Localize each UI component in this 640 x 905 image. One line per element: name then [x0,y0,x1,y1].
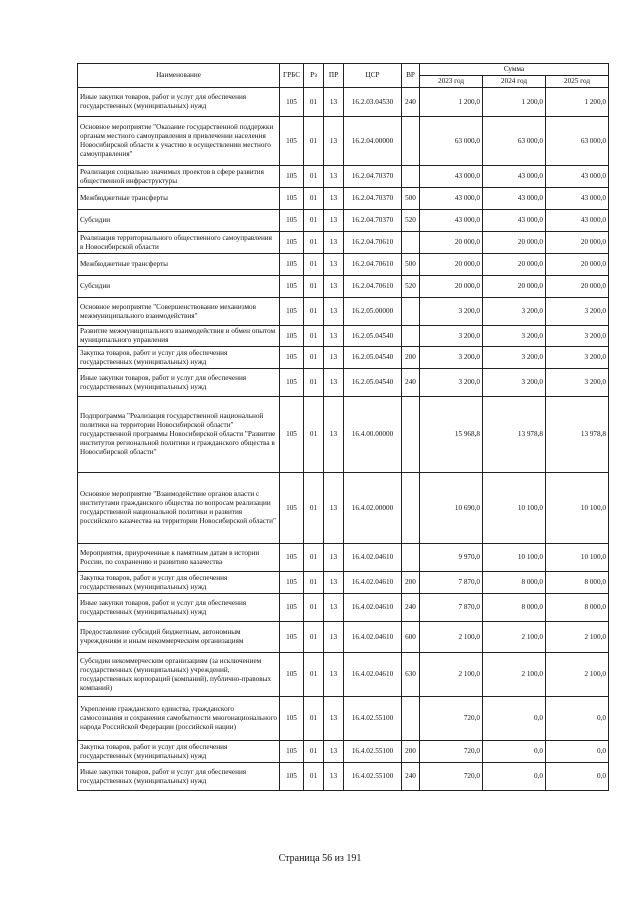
table-cell-grbs: 105 [280,188,304,210]
table-cell-2025: 10 100,0 [546,544,609,572]
table-cell-2023: 2 100,0 [420,622,483,653]
table-cell-2025: 20 000,0 [546,254,609,276]
table-cell-2023: 720,0 [420,697,483,741]
table-row [78,369,609,397]
table-cell-name: Субсидии [78,210,280,232]
table-row [78,232,609,254]
table-cell-pr: 13 [324,117,344,166]
table-cell-vr: 600 [402,622,420,653]
table-cell-2025: 20 000,0 [546,232,609,254]
table-cell-rz: 01 [304,254,324,276]
table-cell-name: Субсидии [78,276,280,298]
header-grbs: ГРБС [280,64,304,88]
table-cell-grbs: 105 [280,347,304,369]
table-cell-pr: 13 [324,188,344,210]
table-cell-grbs: 105 [280,298,304,326]
table-cell-2025: 10 100,0 [546,473,609,544]
table-row [78,254,609,276]
table-cell-2024: 2 100,0 [483,622,546,653]
table-cell-rz: 01 [304,397,324,473]
table-cell-2024: 20 000,0 [483,276,546,298]
table-cell-name: Иные закупки товаров, работ и услуг для обеспечения государственных (муниципальных) нужд [78,763,280,791]
table-cell-2023: 20 000,0 [420,276,483,298]
table-cell-csr: 16.2.03.04530 [344,88,402,117]
table-cell-2025: 2 100,0 [546,653,609,697]
table-cell-rz: 01 [304,232,324,254]
table-cell-2023: 3 200,0 [420,369,483,397]
table-cell-pr: 13 [324,473,344,544]
table-cell-vr [402,697,420,741]
table-cell-name: Иные закупки товаров, работ и услуг для обеспечения государственных (муниципальных) нужд [78,369,280,397]
table-cell-vr: 630 [402,653,420,697]
table-cell-name: Реализация территориального общественного самоуправления в Новосибирской области [78,232,280,254]
table-cell-2023: 3 200,0 [420,347,483,369]
table-cell-vr: 520 [402,276,420,298]
table-row [78,697,609,741]
table-cell-vr [402,166,420,188]
table-cell-pr: 13 [324,544,344,572]
table-cell-vr: 200 [402,572,420,594]
table-cell-vr: 240 [402,88,420,117]
table-cell-vr: 240 [402,763,420,791]
table-row [78,594,609,622]
table-cell-grbs: 105 [280,653,304,697]
table-cell-name: Подпрограмма "Реализация государственной национальной политики на территории Новосибирской области" государственной программы Новосибирской области "Развитие институтов региональной политики и гражданского общества в Новосибирской области" [78,397,280,473]
table-cell-vr [402,117,420,166]
table-cell-2024: 10 100,0 [483,473,546,544]
table-cell-2023: 43 000,0 [420,188,483,210]
table-cell-rz: 01 [304,166,324,188]
table-cell-2025: 63 000,0 [546,117,609,166]
table-cell-grbs: 105 [280,88,304,117]
table-cell-2023: 3 200,0 [420,326,483,347]
table-cell-2025: 0,0 [546,697,609,741]
budget-table [77,63,609,791]
table-row [78,276,609,298]
table-cell-vr: 240 [402,594,420,622]
table-cell-grbs: 105 [280,697,304,741]
table-cell-2024: 8 000,0 [483,572,546,594]
table-row [78,473,609,544]
table-row [78,572,609,594]
table-cell-name: Развитие межмуниципального взаимодействия и обмен опытом муниципального управления [78,326,280,347]
table-cell-grbs: 105 [280,276,304,298]
table-cell-2024: 43 000,0 [483,210,546,232]
table-cell-pr: 13 [324,572,344,594]
table-cell-2024: 43 000,0 [483,188,546,210]
table-cell-csr: 16.2.05.04540 [344,347,402,369]
table-cell-grbs: 105 [280,572,304,594]
table-cell-pr: 13 [324,594,344,622]
table-cell-pr: 13 [324,88,344,117]
table-row [78,326,609,347]
table-cell-csr: 16.4.02.04610 [344,572,402,594]
table-cell-rz: 01 [304,347,324,369]
table-cell-name: Межбюджетные трансферты [78,188,280,210]
table-cell-pr: 13 [324,763,344,791]
table-cell-grbs: 105 [280,166,304,188]
table-cell-rz: 01 [304,298,324,326]
table-cell-2025: 43 000,0 [546,188,609,210]
table-cell-pr: 13 [324,298,344,326]
table-cell-csr: 16.2.04.70610 [344,254,402,276]
table-cell-csr: 16.2.05.04540 [344,369,402,397]
table-cell-2023: 3 200,0 [420,298,483,326]
table-cell-csr: 16.4.02.04610 [344,594,402,622]
table-cell-grbs: 105 [280,473,304,544]
table-cell-2023: 20 000,0 [420,232,483,254]
header-year-2024: 2024 год [483,76,546,88]
table-cell-2024: 2 100,0 [483,653,546,697]
table-cell-2024: 13 978,8 [483,397,546,473]
table-cell-pr: 13 [324,369,344,397]
table-cell-csr: 16.2.05.04540 [344,326,402,347]
table-cell-2024: 3 200,0 [483,298,546,326]
table-row [78,653,609,697]
table-cell-csr: 16.2.05.00000 [344,298,402,326]
table-cell-name: Закупка товаров, работ и услуг для обеспечения государственных (муниципальных) нужд [78,572,280,594]
table-cell-csr: 16.4.02.04610 [344,622,402,653]
table-cell-2025: 43 000,0 [546,166,609,188]
table-cell-rz: 01 [304,276,324,298]
table-cell-rz: 01 [304,473,324,544]
table-cell-2023: 15 968,8 [420,397,483,473]
table-cell-2023: 7 870,0 [420,572,483,594]
table-cell-grbs: 105 [280,763,304,791]
table-cell-csr: 16.2.04.00000 [344,117,402,166]
table-cell-pr: 13 [324,397,344,473]
table-cell-2025: 43 000,0 [546,210,609,232]
table-cell-name: Мероприятия, приуроченные к памятным датам в истории России, по сохранению и развитию казачества [78,544,280,572]
table-cell-rz: 01 [304,326,324,347]
table-cell-csr: 16.4.02.00000 [344,473,402,544]
table-cell-rz: 01 [304,572,324,594]
table-cell-2023: 63 000,0 [420,117,483,166]
table-cell-2023: 1 200,0 [420,88,483,117]
table-cell-name: Иные закупки товаров, работ и услуг для обеспечения государственных (муниципальных) нужд [78,594,280,622]
table-cell-pr: 13 [324,166,344,188]
table-cell-rz: 01 [304,653,324,697]
table-cell-vr: 200 [402,347,420,369]
table-cell-csr: 16.4.02.04610 [344,544,402,572]
table-cell-rz: 01 [304,369,324,397]
table-cell-rz: 01 [304,763,324,791]
table-cell-2023: 20 000,0 [420,254,483,276]
table-cell-vr [402,544,420,572]
header-sum: Сумма [420,64,609,76]
table-cell-rz: 01 [304,697,324,741]
table-cell-grbs: 105 [280,232,304,254]
table-cell-csr: 16.4.02.55100 [344,763,402,791]
table-cell-rz: 01 [304,741,324,763]
table-cell-2024: 0,0 [483,763,546,791]
table-cell-pr: 13 [324,622,344,653]
table-cell-vr [402,397,420,473]
table-row [78,88,609,117]
table-cell-pr: 13 [324,210,344,232]
table-cell-2025: 2 100,0 [546,622,609,653]
table-cell-2023: 720,0 [420,741,483,763]
table-cell-grbs: 105 [280,254,304,276]
table-cell-pr: 13 [324,697,344,741]
table-cell-2023: 7 870,0 [420,594,483,622]
header-vr: ВР [402,64,420,88]
table-cell-grbs: 105 [280,326,304,347]
table-row [78,166,609,188]
table-cell-2024: 20 000,0 [483,254,546,276]
table-cell-2025: 8 000,0 [546,572,609,594]
table-cell-name: Основное мероприятие "Взаимодействие органов власти с институтами гражданского общества по вопросам реализации государственной национальной политики и развития российского казачества на территории Новосибирской области" [78,473,280,544]
table-cell-name: Закупка товаров, работ и услуг для обеспечения государственных (муниципальных) нужд [78,347,280,369]
table-cell-2024: 3 200,0 [483,326,546,347]
table-cell-vr [402,298,420,326]
table-cell-2023: 43 000,0 [420,210,483,232]
header-name: Наименование [78,64,280,88]
table-cell-name: Предоставление субсидий бюджетным, автономным учреждениям и иным некоммерческим организациям [78,622,280,653]
table-cell-2024: 10 100,0 [483,544,546,572]
table-cell-rz: 01 [304,88,324,117]
table-cell-vr: 520 [402,210,420,232]
header-pr: ПР [324,64,344,88]
table-cell-2023: 720,0 [420,763,483,791]
table-cell-csr: 16.4.02.55100 [344,697,402,741]
table-cell-csr: 16.4.02.04610 [344,653,402,697]
table-cell-2025: 0,0 [546,763,609,791]
table-cell-vr: 500 [402,254,420,276]
table-cell-pr: 13 [324,326,344,347]
table-cell-2024: 3 200,0 [483,369,546,397]
table-cell-grbs: 105 [280,117,304,166]
table-cell-2025: 3 200,0 [546,347,609,369]
header-rz: Рз [304,64,324,88]
table-cell-rz: 01 [304,622,324,653]
page-number: Страница 56 из 191 [278,853,362,864]
header-year-2023: 2023 год [420,76,483,88]
table-cell-2025: 13 978,8 [546,397,609,473]
table-cell-2025: 3 200,0 [546,326,609,347]
table-cell-grbs: 105 [280,622,304,653]
table-row [78,622,609,653]
table-cell-pr: 13 [324,653,344,697]
table-cell-grbs: 105 [280,397,304,473]
header-csr: ЦСР [344,64,402,88]
table-cell-2024: 20 000,0 [483,232,546,254]
table-cell-2023: 9 970,0 [420,544,483,572]
table-cell-pr: 13 [324,347,344,369]
table-cell-csr: 16.4.00.00000 [344,397,402,473]
table-cell-csr: 16.4.02.55100 [344,741,402,763]
table-row [78,188,609,210]
table-cell-2024: 0,0 [483,741,546,763]
table-cell-2025: 3 200,0 [546,298,609,326]
table-row [78,117,609,166]
table-cell-pr: 13 [324,254,344,276]
table-cell-csr: 16.2.04.70370 [344,188,402,210]
table-cell-vr [402,473,420,544]
table-row [78,298,609,326]
table-cell-csr: 16.2.04.70610 [344,232,402,254]
table-cell-2025: 8 000,0 [546,594,609,622]
table-cell-name: Основное мероприятие "Совершенствование механизмов межмуниципального взаимодействия" [78,298,280,326]
table-cell-rz: 01 [304,210,324,232]
table-cell-rz: 01 [304,594,324,622]
table-cell-pr: 13 [324,276,344,298]
table-cell-2023: 2 100,0 [420,653,483,697]
table-cell-pr: 13 [324,741,344,763]
table-cell-vr [402,232,420,254]
table-cell-name: Субсидии некоммерческим организациям (за исключением государственных (муниципальных) учреждений, государственных корпораций (компаний), публично-правовых компаний) [78,653,280,697]
table-cell-grbs: 105 [280,741,304,763]
table-cell-2023: 43 000,0 [420,166,483,188]
table-cell-pr: 13 [324,232,344,254]
table-row [78,210,609,232]
table-row [78,544,609,572]
table-cell-name: Основное мероприятие "Оказание государственной поддержки органам местного самоуправления в привлечении населения Новосибирской области к участию в осуществлении местного самоуправления" [78,117,280,166]
table-cell-vr: 240 [402,369,420,397]
table-row [78,741,609,763]
table-cell-name: Закупка товаров, работ и услуг для обеспечения государственных (муниципальных) нужд [78,741,280,763]
table-cell-rz: 01 [304,544,324,572]
table-cell-vr: 500 [402,188,420,210]
table-cell-csr: 16.2.04.70370 [344,166,402,188]
table-cell-2025: 1 200,0 [546,88,609,117]
table-cell-2023: 10 690,0 [420,473,483,544]
table-cell-grbs: 105 [280,369,304,397]
table-row [78,397,609,473]
table-row [78,347,609,369]
table-cell-2024: 8 000,0 [483,594,546,622]
table-cell-grbs: 105 [280,544,304,572]
table-cell-rz: 01 [304,117,324,166]
table-cell-name: Укрепление гражданского единства, гражданского самосознания и сохранения самобытности многонационального народа Российской Федерации (российской нации) [78,697,280,741]
table-cell-csr: 16.2.04.70370 [344,210,402,232]
table-cell-vr: 200 [402,741,420,763]
table-cell-2024: 0,0 [483,697,546,741]
table-cell-name: Иные закупки товаров, работ и услуг для обеспечения государственных (муниципальных) нужд [78,88,280,117]
table-cell-2024: 3 200,0 [483,347,546,369]
table-cell-2025: 0,0 [546,741,609,763]
table-cell-csr: 16.2.04.70610 [344,276,402,298]
table-cell-rz: 01 [304,188,324,210]
table-cell-2024: 63 000,0 [483,117,546,166]
table-cell-2024: 1 200,0 [483,88,546,117]
table-cell-grbs: 105 [280,594,304,622]
table-row [78,763,609,791]
table-cell-name: Реализация социально значимых проектов в сфере развития общественной инфраструктуры [78,166,280,188]
table-cell-2024: 43 000,0 [483,166,546,188]
table-cell-name: Межбюджетные трансферты [78,254,280,276]
table-cell-vr [402,326,420,347]
table-cell-2025: 3 200,0 [546,369,609,397]
header-year-2025: 2025 год [546,76,609,88]
table-cell-2025: 20 000,0 [546,276,609,298]
table-cell-grbs: 105 [280,210,304,232]
